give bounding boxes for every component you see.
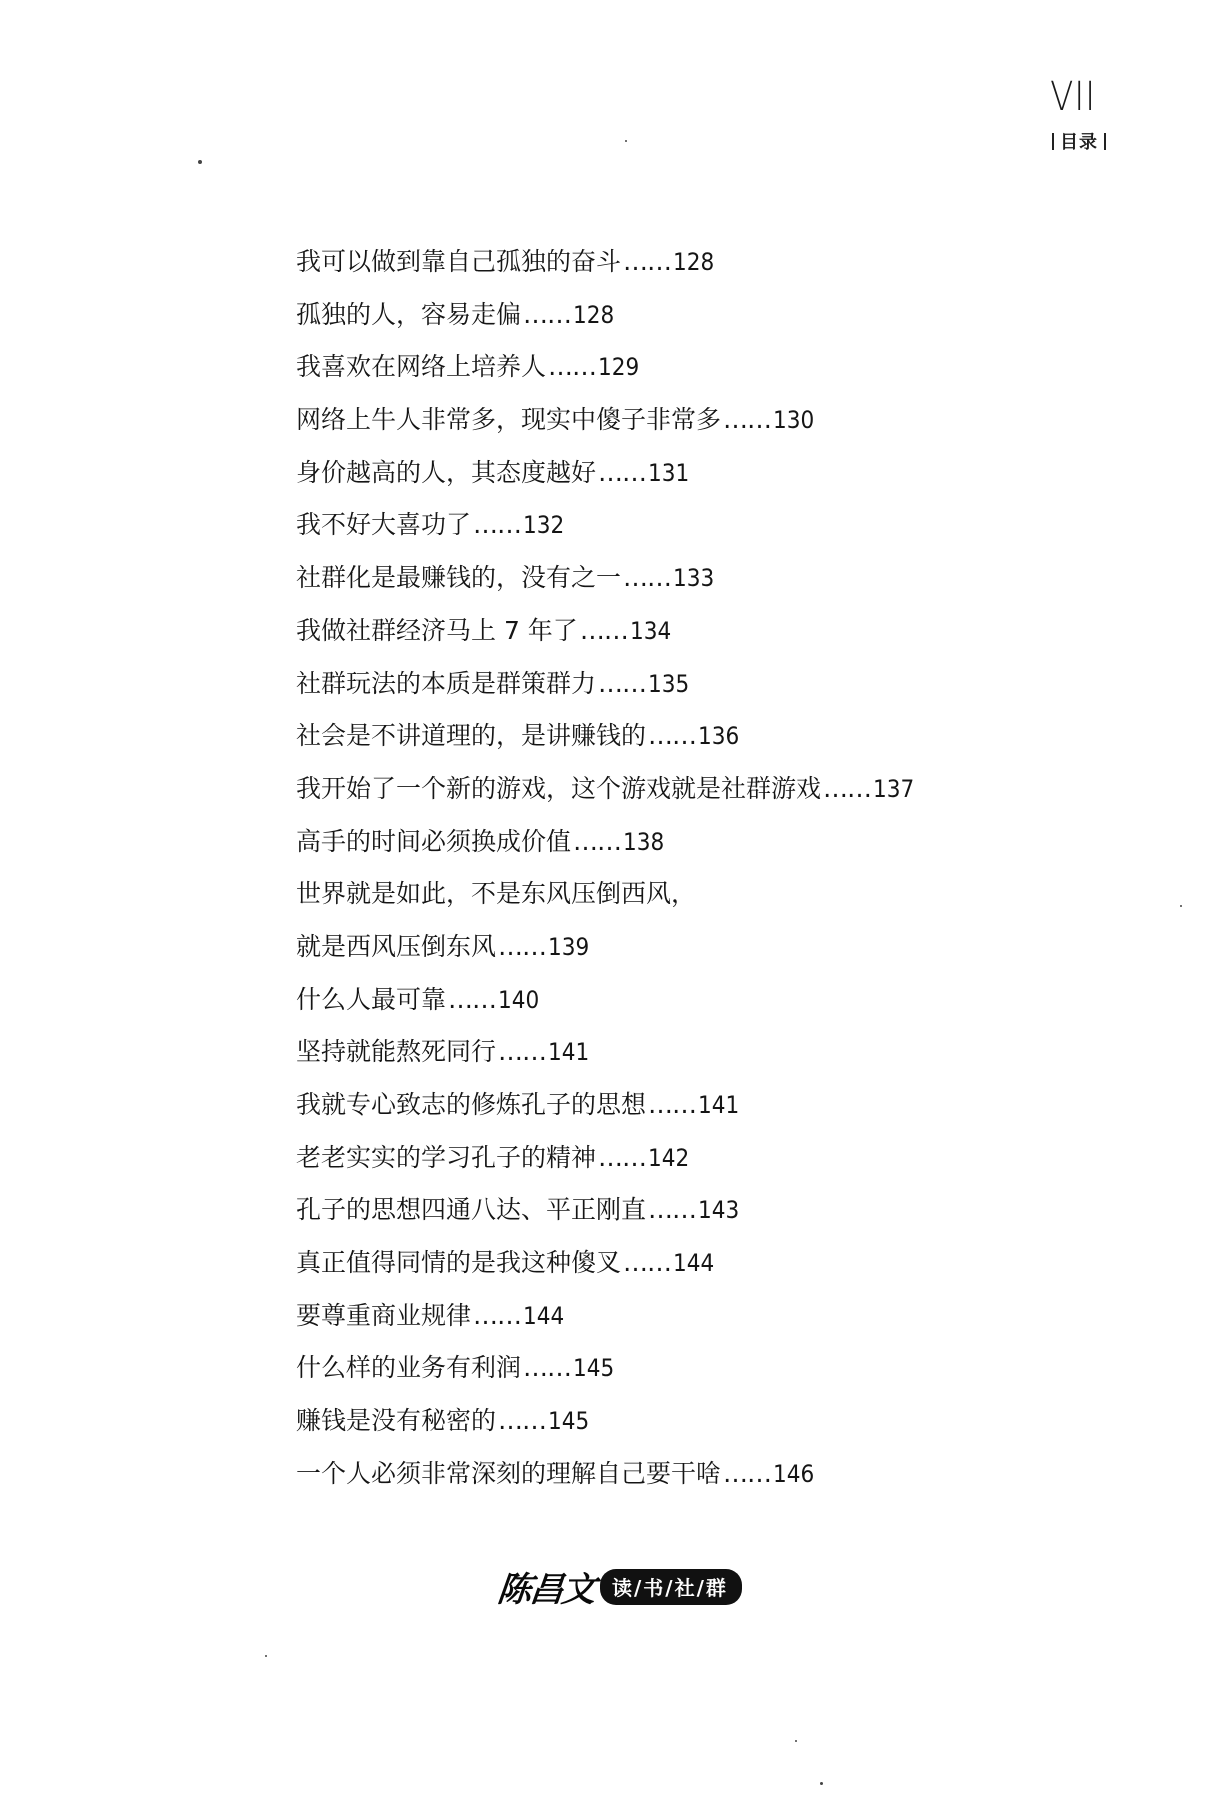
toc-entry-page: 145 [573, 1354, 615, 1383]
toc-entry-page: 135 [648, 669, 690, 698]
toc-leader: …… [473, 510, 522, 540]
toc-entry[interactable] [296, 605, 919, 658]
toc-leader: …… [498, 1037, 547, 1067]
toc-entry-page: 141 [698, 1091, 740, 1119]
toc-leader: …… [723, 1458, 772, 1488]
toc-leader: …… [648, 1090, 697, 1119]
toc-entry-page: 138 [623, 827, 665, 856]
scan-speck [1180, 905, 1182, 907]
scan-speck [265, 1655, 267, 1657]
table-of-contents [296, 236, 919, 1501]
toc-entry-title: 什么样的业务有利润 [296, 1353, 522, 1383]
toc-leader: …… [598, 457, 647, 487]
toc-entry-page: 131 [648, 458, 690, 487]
toc-entry-page: 141 [548, 1038, 590, 1067]
toc-entry-page: 146 [773, 1459, 815, 1488]
toc-entry-title: 孔子的思想四通八达、平正刚直 [296, 1195, 647, 1225]
toc-entry-title: 赚钱是没有秘密的 [296, 1406, 497, 1436]
toc-entry-title: 我就专心致志的修炼孔子的思想 [296, 1090, 647, 1119]
toc-leader: …… [623, 1248, 672, 1278]
toc-entry-title: 我做社群经济马上 7 年了 [296, 615, 578, 645]
toc-entry[interactable] [296, 1448, 919, 1501]
toc-entry[interactable] [296, 447, 919, 500]
toc-entry[interactable] [296, 710, 919, 763]
toc-entry-page: 134 [629, 616, 672, 645]
toc-leader: …… [623, 563, 672, 593]
toc-entry-page: 133 [673, 564, 715, 593]
toc-entry[interactable] [296, 236, 919, 289]
toc-entry-page: 136 [698, 722, 740, 751]
toc-leader: …… [648, 721, 697, 751]
toc-entry-title: 要尊重商业规律 [296, 1300, 472, 1330]
toc-entry[interactable] [296, 1132, 919, 1185]
toc-entry[interactable] [296, 1026, 919, 1079]
toc-entry[interactable] [296, 1237, 919, 1290]
toc-leader: …… [723, 405, 772, 435]
toc-entry-page: 128 [573, 300, 615, 329]
toc-entry-title: 网络上牛人非常多，现实中傻子非常多 [296, 405, 722, 435]
toc-entry-title: 什么人最可靠 [296, 984, 447, 1014]
scan-speck [795, 1740, 797, 1742]
toc-entry[interactable] [296, 552, 919, 605]
toc-entry[interactable] [296, 763, 919, 816]
toc-entry[interactable] [296, 658, 919, 711]
toc-entry-title: 高手的时间必须换成价值 [296, 826, 572, 856]
toc-entry-title: 社会是不讲道理的，是讲赚钱的 [296, 721, 647, 751]
toc-leader: …… [598, 668, 647, 698]
left-divider [1052, 133, 1054, 150]
toc-entry-page: 139 [548, 932, 590, 961]
section-label [1046, 128, 1112, 154]
page-number: VII [1050, 74, 1096, 120]
toc-leader: …… [579, 615, 628, 645]
toc-entry-title: 身价越高的人，其态度越好 [296, 457, 597, 487]
brand-tag-badge: 读/书/社/群 [600, 1569, 742, 1605]
toc-entry-page: 144 [523, 1301, 565, 1330]
toc-entry-title: 社群化是最赚钱的，没有之一 [296, 563, 622, 593]
toc-entry[interactable] [296, 394, 919, 447]
toc-entry[interactable] [296, 341, 919, 394]
toc-entry-page: 144 [673, 1249, 715, 1278]
toc-entry-page: 142 [648, 1143, 690, 1172]
scan-speck [625, 140, 627, 142]
toc-entry[interactable] [296, 921, 919, 974]
scan-speck [820, 1782, 823, 1785]
toc-entry-page: 130 [773, 406, 815, 435]
toc-entry-page: 137 [873, 774, 915, 803]
toc-entry-title: 真正值得同情的是我这种傻叉 [296, 1248, 622, 1278]
toc-entry[interactable] [296, 1079, 919, 1132]
section-label-text: 目录 [1060, 132, 1098, 153]
toc-entry-title: 坚持就能熬死同行 [296, 1037, 497, 1067]
toc-leader: …… [573, 826, 622, 856]
toc-leader: …… [498, 1406, 547, 1436]
toc-entry-page: 145 [548, 1407, 590, 1436]
toc-leader: …… [823, 773, 872, 803]
toc-leader: …… [548, 352, 597, 382]
toc-entry-continued[interactable] [296, 868, 919, 921]
toc-entry-title: 我喜欢在网络上培养人 [296, 352, 547, 382]
toc-entry-page: 132 [523, 511, 565, 540]
toc-entry-title: 老老实实的学习孔子的精神 [296, 1142, 597, 1172]
toc-entry[interactable] [296, 1395, 919, 1448]
toc-entry-title: 一个人必须非常深刻的理解自己要干啥 [296, 1458, 722, 1488]
publisher-logo [495, 1562, 742, 1611]
toc-entry-page: 128 [673, 248, 715, 276]
toc-leader: …… [648, 1195, 697, 1225]
toc-entry[interactable] [296, 1342, 919, 1395]
toc-entry-title: 我不好大喜功了 [296, 510, 472, 540]
toc-entry[interactable] [296, 499, 919, 552]
toc-entry-page: 129 [598, 353, 640, 382]
toc-entry-title: 社群玩法的本质是群策群力 [296, 668, 597, 698]
right-divider [1104, 133, 1106, 150]
toc-leader: …… [523, 299, 572, 329]
toc-leader: …… [498, 931, 547, 961]
toc-entry-title: 我开始了一个新的游戏，这个游戏就是社群游戏 [296, 773, 822, 803]
toc-leader: …… [623, 247, 672, 276]
scan-speck [198, 160, 202, 164]
toc-entry-title: 世界就是如此，不是东风压倒西风， [296, 879, 697, 909]
toc-entry[interactable] [296, 289, 919, 342]
toc-leader: …… [473, 1300, 522, 1330]
toc-entry-page: 143 [698, 1196, 740, 1225]
toc-entry[interactable] [296, 1184, 919, 1237]
toc-leader: …… [598, 1142, 647, 1172]
toc-entry-page: 140 [498, 985, 540, 1014]
toc-entry-title: 我可以做到靠自己孤独的奋斗 [296, 247, 622, 276]
brand-calligraphy: 陈昌文 [495, 1570, 596, 1610]
toc-entry-title: 孤独的人，容易走偏 [296, 299, 522, 329]
toc-entry[interactable] [296, 1290, 919, 1343]
toc-entry[interactable] [296, 974, 919, 1027]
toc-entry[interactable] [296, 816, 919, 869]
toc-leader: …… [523, 1353, 572, 1383]
toc-entry-title: 就是西风压倒东风 [296, 931, 497, 961]
toc-leader: …… [448, 984, 497, 1014]
